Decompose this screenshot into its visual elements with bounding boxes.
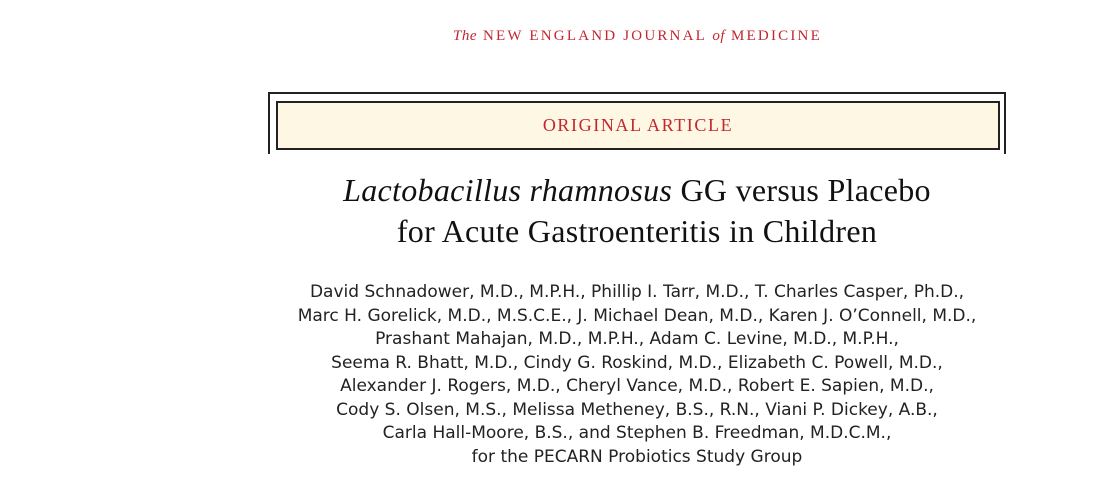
author-line: Seema R. Bhatt, M.D., Cindy G. Roskind, M.D., Elizabeth C. Powell, M.D.,	[331, 352, 943, 373]
masthead-the: The	[453, 28, 478, 44]
masthead-of: of	[712, 28, 726, 44]
title-line-2: for Acute Gastroenteritis in Children	[396, 213, 878, 249]
journal-masthead	[0, 28, 1115, 45]
author-line: Marc H. Gorelick, M.D., M.S.C.E., J. Michael Dean, M.D., Karen J. O’Connell, M.D.,	[297, 305, 977, 326]
author-line: Cody S. Olsen, M.S., Melissa Metheney, B.S., R.N., Viani P. Dickey, A.B.,	[336, 399, 938, 420]
study-group-line: for the PECARN Probiotics Study Group	[471, 446, 803, 467]
author-line: Carla Hall-Moore, B.S., and Stephen B. Freedman, M.D.C.M.,	[382, 423, 892, 443]
title-line-1-rest: GG versus Placebo	[672, 172, 931, 208]
masthead-part2: MEDICINE	[731, 28, 822, 44]
article-type-label: ORIGINAL ARTICLE	[542, 115, 734, 135]
article-type-banner	[276, 101, 1000, 150]
author-list	[200, 281, 1074, 469]
author-line: Alexander J. Rogers, M.D., Cheryl Vance, M.D., Robert E. Sapien, M.D.,	[340, 376, 934, 396]
title-species-name: Lactobacillus rhamnosus	[343, 172, 673, 208]
title-line-1	[268, 170, 1006, 211]
author-line: Prashant Mahajan, M.D., M.P.H., Adam C. Levine, M.D., M.P.H.,	[375, 329, 899, 349]
author-line: David Schnadower, M.D., M.P.H., Phillip I. Tarr, M.D., T. Charles Casper, Ph.D.,	[309, 282, 965, 302]
masthead-part1: NEW ENGLAND JOURNAL	[482, 28, 707, 44]
article-title	[268, 170, 1006, 252]
